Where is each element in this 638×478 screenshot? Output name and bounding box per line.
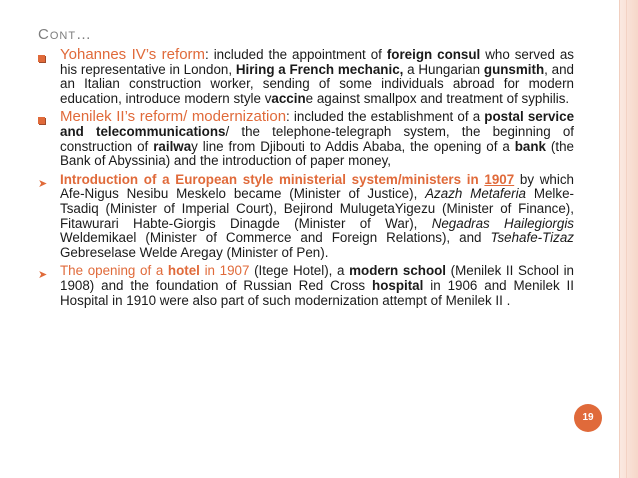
item-lead: Menilek II’s reform/ modernization — [60, 108, 287, 126]
item-text: e against smallpox and treatment of syphilis. — [305, 90, 570, 106]
decorative-side-bar — [619, 0, 638, 478]
item-lead-bold: hotel — [167, 263, 200, 279]
item-text: by which Afe-Nigus Nesibu Meskelo became (Minister of Justice), — [60, 171, 574, 202]
item-bold: modern school — [349, 263, 447, 279]
list-item — [38, 48, 574, 106]
slide-content — [38, 48, 574, 312]
item-text: a Hungarian — [403, 61, 484, 77]
item-text: (Menilek II School in 1908) and the foundation of Russian Red Cross — [60, 263, 575, 293]
item-lead: in 1907 — [199, 263, 250, 279]
arrow-bullet-icon: ➤ — [38, 269, 48, 282]
arrow-bullet-icon: ➤ — [38, 177, 48, 190]
item-bold: railwa — [153, 138, 192, 154]
item-lead: Introduction of a European style ministerial system/ministers in — [60, 171, 485, 187]
item-text: : included the establishment of a — [286, 109, 485, 125]
item-text: Weldemikael (Minister of Commerce and Foreign Relations), and — [60, 230, 491, 246]
item-bold: accin — [271, 90, 306, 106]
item-text: , and an Italian construction worker, sending of some individuals abroad for modern education, introduce modern style v — [60, 61, 574, 106]
item-bold: postal service and telecommunications — [60, 109, 575, 139]
item-text: (the Bank of Abyssinia) and the introduction of paper money, — [60, 138, 575, 169]
item-text: Gebreselase Welde Aregay (Minister of Pen). — [60, 244, 329, 260]
item-text: : included the appointment of — [205, 47, 387, 62]
item-lead: The opening of a — [60, 263, 168, 279]
page-number-badge: 19 — [574, 404, 602, 432]
item-text: (Itege Hotel), a — [249, 263, 350, 279]
item-italic: Azazh Metaferia — [425, 186, 526, 202]
item-italic: Tsehafe-Tizaz — [490, 230, 574, 246]
list-item — [38, 173, 574, 261]
item-bold: foreign consul — [386, 47, 481, 62]
item-text: who served as his representative in London, — [60, 47, 574, 77]
item-text: / the telephone-telegraph system, the beginning of construction of — [60, 123, 574, 154]
item-text: in 1906 and Menilek II Hospital in 1910 were also part of such modernization attempt of Menilek II . — [60, 277, 574, 308]
item-bold: gunsmith — [483, 61, 545, 77]
item-lead-year: 1907 — [484, 171, 515, 187]
slide-title: Cont… — [38, 26, 93, 43]
square-bullet-icon — [38, 51, 45, 67]
item-lead: Yohannes IV’s reform — [60, 46, 206, 63]
item-italic: Negadras Hailegiorgis — [431, 215, 574, 231]
list-item — [38, 110, 574, 168]
square-bullet-icon — [38, 113, 45, 129]
item-text: y line from Djibouti to Addis Ababa, the opening of a — [191, 138, 515, 154]
item-bold: hospital — [372, 277, 424, 293]
item-text: Melke-Tsadiq (Minister of Imperial Court), Bejirond MulugetaYigezu (Minister of Finance), Fitawurari Habte-Giorgis Dinagde (Minister of War), — [60, 186, 575, 231]
item-bold: Hiring a French mechanic, — [235, 61, 404, 77]
list-item — [38, 264, 574, 308]
item-bold: bank — [514, 138, 547, 154]
